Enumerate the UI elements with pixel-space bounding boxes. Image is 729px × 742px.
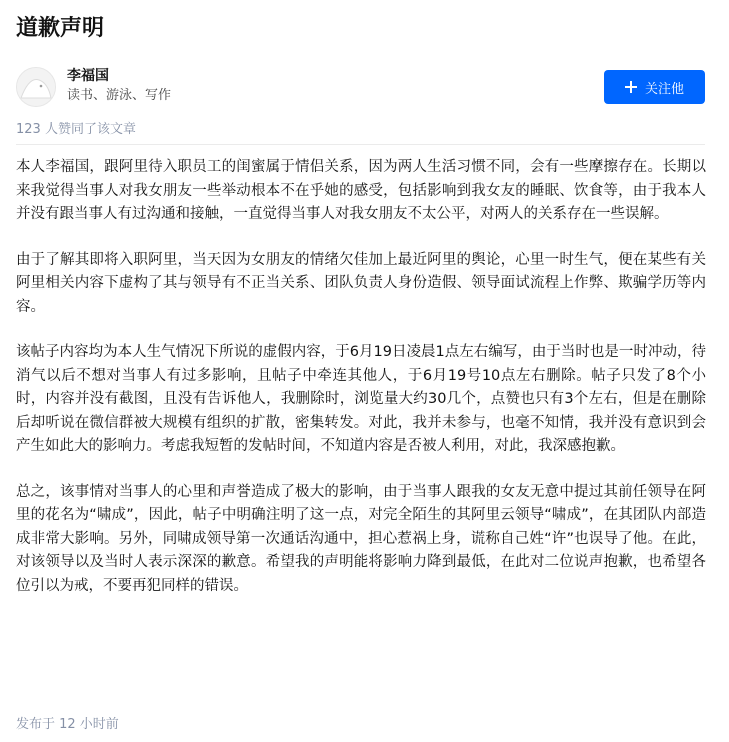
follow-button[interactable] <box>604 70 705 104</box>
author-avatar[interactable] <box>16 67 56 107</box>
article-body <box>16 156 706 620</box>
article-paragraph: 由于了解其即将入职阿里，当天因为女朋友的情绪欠佳加上最近阿里的舆论，心里一时生气，便在某些有关阿里相关内容下虚构了其与领导有不正当关系、团队负责人身份造假、领导面试流程上作弊、欺骗学历等内容。 <box>16 251 706 315</box>
likes-count[interactable]: 123 人赞同了该文章 <box>16 122 136 137</box>
header-divider <box>16 144 705 145</box>
author-bio: 读书、游泳、写作 <box>67 88 172 103</box>
article-title: 道歉声明 <box>16 16 105 41</box>
author-name[interactable]: 李福国 <box>67 68 109 84</box>
default-avatar-icon <box>17 68 55 106</box>
plus-icon <box>625 81 637 93</box>
article-paragraph: 该帖子内容均为本人生气情况下所说的虚假内容，于6月19日凌晨1点左右编写，由于当时也是一时冲动，待消气以后不想对当事人有过多影响，且帖子中牵连其他人，于6月19号10点左右删除。帖子只发了8个小时，内容并没有截图，且没有告诉他人，我删除时，浏览量大约30几个，点赞也只有3个左右，但是在删除后却听说在微信群被大规模有组织的扩散，密集转发。对此，我并未参与，也毫不知情，我并没有意识到会产生如此大的影响力。考虑我短暂的发帖时间，不知道内容是否被人利用，对此，我深感抱歉。 <box>16 344 706 454</box>
publish-time: 发布于 12 小时前 <box>16 717 119 732</box>
article-paragraph: 本人李福国，跟阿里待入职员工的闺蜜属于情侣关系，因为两人生活习惯不同，会有一些摩擦存在。长期以来我觉得当事人对我女朋友一些举动根本不在乎她的感受，包括影响到我女友的睡眠、饮食等，由于我本人并没有跟当事人有过沟通和接触，一直觉得当事人对我女朋友不太公平，对两人的关系存在一些误解。 <box>16 159 706 222</box>
follow-button-label: 关注他 <box>644 81 684 97</box>
article-paragraph: 总之，该事情对当事人的心里和声誉造成了极大的影响，由于当事人跟我的女友无意中提过其前任领导在阿里的花名为“啸成”，因此，帖子中明确注明了这一点，对完全陌生的其阿里云领导“啸成”，在其团队内部造成非常大影响。另外，同啸成领导第一次通话沟通中，担心惹祸上身，谎称自己姓“许”也误导了他。在此，对该领导以及当时人表示深深的歉意。希望我的声明能将影响力降到最低，在此对二位说声抱歉，也希望各位引以为戒，不要再犯同样的错误。 <box>16 483 706 594</box>
